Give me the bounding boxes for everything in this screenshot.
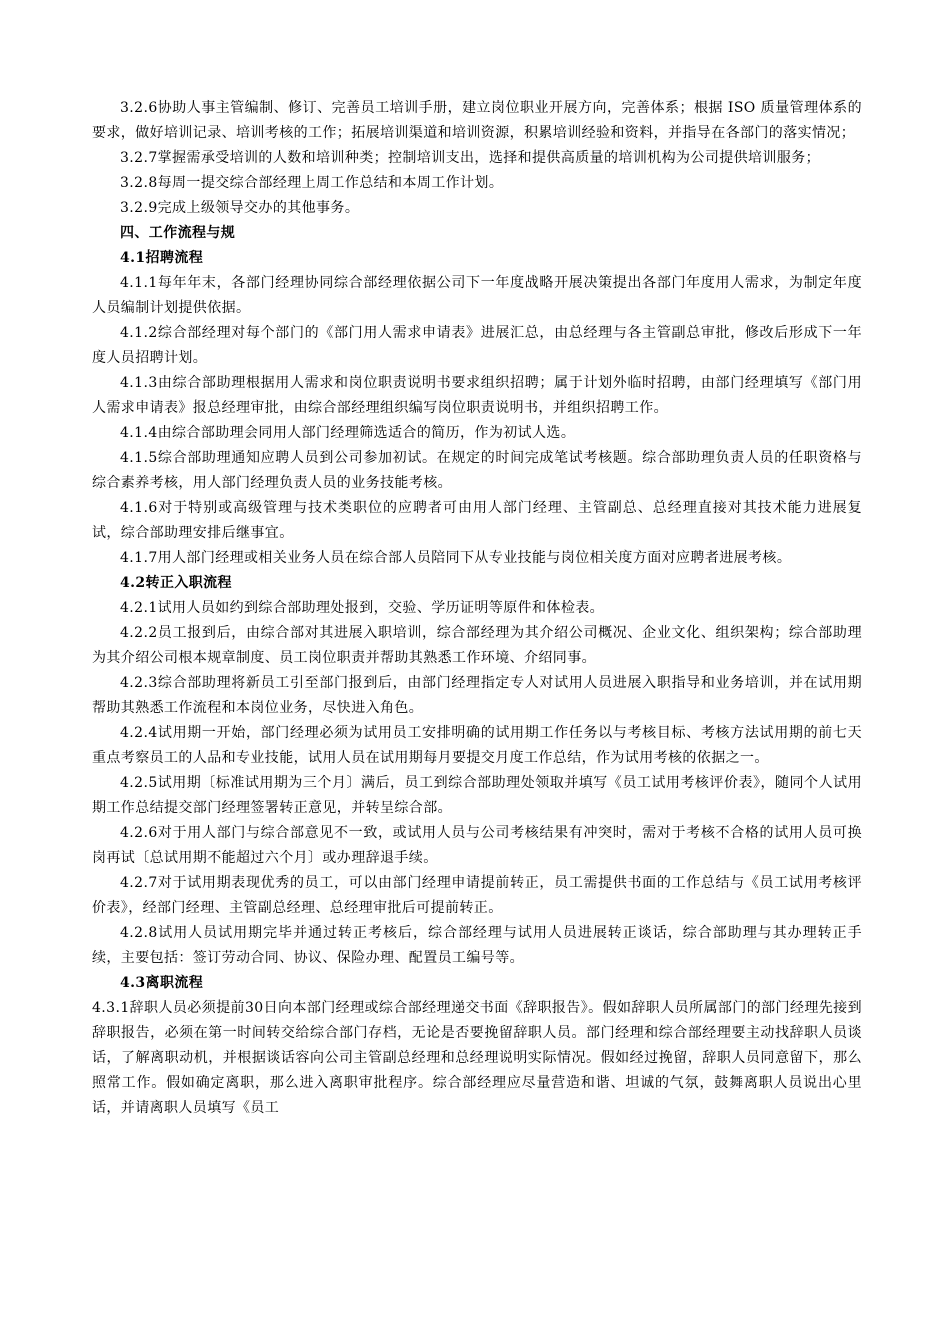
paragraph-4-1-6: 4.1.6对于特别或高级管理与技术类职位的应聘者可由用人部门经理、主管副总、总经理直接对其技术能力进展复试，综合部助理安排后继事宜。 xyxy=(92,500,862,541)
paragraph-4-1-5: 4.1.5综合部助理通知应聘人员到公司参加初试。在规定的时间完成笔试考核题。综合部助理负责人员的任职资格与综合素养考核，用人部门经理负责人员的业务技能考核。 xyxy=(92,450,862,491)
paragraph-3-2-7: 3.2.7掌握需承受培训的人数和培训种类；控制培训支出，选择和提供高质量的培训机构为公司提供培训服务； xyxy=(120,150,821,166)
paragraph-4-1-3: 4.1.3由综合部助理根据用人需求和岗位职责说明书要求组织招聘；属于计划外临时招聘，由部门经理填写《部门用人需求申请表》报总经理审批，由综合部经理组织编写岗位职责说明书，并组织招聘工作。 xyxy=(92,375,862,416)
paragraph-4-2-8: 4.2.8试用人员试用期完毕并通过转正考核后，综合部经理与试用人员进展转正谈话，综合部助理与其办理转正手续，主要包括：签订劳动合同、协议、保险办理、配置员工编号等。 xyxy=(92,925,862,966)
paragraph-4-2-3: 4.2.3综合部助理将新员工引至部门报到后，由部门经理指定专人对试用人员进展入职指导和业务培训，并在试用期帮助其熟悉工作流程和本岗位业务，尽快进入角色。 xyxy=(92,675,862,716)
paragraph-4-1-7: 4.1.7用人部门经理或相关业务人员在综合部人员陪同下从专业技能与岗位相关度方面对应聘者进展考核。 xyxy=(120,550,792,566)
paragraph-3-2-8: 3.2.8每周一提交综合部经理上周工作总结和本周工作计划。 xyxy=(120,175,504,191)
paragraph-4-2-5: 4.2.5试用期〔标准试用期为三个月〕满后，员工到综合部助理处领取并填写《员工试用考核评价表》，随同个人试用期工作总结提交部门经理签署转正意见，并转呈综合部。 xyxy=(92,775,862,816)
subsection-heading-4-3: 4.3离职流程 xyxy=(120,975,204,991)
paragraph-4-2-7: 4.2.7对于试用期表现优秀的员工，可以由部门经理申请提前转正，员工需提供书面的工作总结与《员工试用考核评价表》，经部门经理、主管副总经理、总经理审批后可提前转正。 xyxy=(92,875,862,916)
paragraph-4-2-4: 4.2.4试用期一开始，部门经理必须为试用员工安排明确的试用期工作任务以与考核目标、考核方法试用期的前七天重点考察员工的人品和专业技能，试用人员在试用期每月要提交月度工作总结，作为试用考核的依据之一。 xyxy=(92,725,862,766)
paragraph-4-2-2: 4.2.2员工报到后，由综合部对其进展入职培训，综合部经理为其介绍公司概况、企业文化、组织架构；综合部助理为其介绍公司根本规章制度、员工岗位职责并帮助其熟悉工作环境、介绍同事。 xyxy=(92,625,862,666)
document-body xyxy=(92,96,862,1121)
paragraph-4-1-1: 4.1.1每年年末，各部门经理协同综合部经理依据公司下一年度战略开展决策提出各部门年度用人需求，为制定年度人员编制计划提供依据。 xyxy=(92,275,862,316)
paragraph-3-2-6: 3.2.6协助人事主管编制、修订、完善员工培训手册，建立岗位职业开展方向，完善体系；根据 ISO 质量管理体系的要求，做好培训记录、培训考核的工作；拓展培训渠道和培训资源，积累培训经验和资料，并指导在各部门的落实情况； xyxy=(92,100,862,141)
paragraph-4-1-4: 4.1.4由综合部助理会同用人部门经理筛选适合的简历，作为初试人选。 xyxy=(120,425,576,441)
paragraph-4-1-2: 4.1.2综合部经理对每个部门的《部门用人需求申请表》进展汇总，由总经理与各主管副总审批，修改后形成下一年度人员招聘计划。 xyxy=(92,325,862,366)
subsection-heading-4-1: 4.1招聘流程 xyxy=(120,250,204,266)
subsection-heading-4-2: 4.2转正入职流程 xyxy=(120,575,232,591)
section-heading-4: 四、工作流程与规 xyxy=(120,225,236,241)
paragraph-4-2-1: 4.2.1试用人员如约到综合部助理处报到，交验、学历证明等原件和体检表。 xyxy=(120,600,605,616)
paragraph-3-2-9: 3.2.9完成上级领导交办的其他事务。 xyxy=(120,200,360,216)
paragraph-4-2-6: 4.2.6对于用人部门与综合部意见不一致，或试用人员与公司考核结果有冲突时，需对于考核不合格的试用人员可换岗再试〔总试用期不能超过六个月〕或办理辞退手续。 xyxy=(92,825,862,866)
paragraph-4-3-1: 4.3.1辞职人员必须提前30日向本部门经理或综合部经理递交书面《辞职报告》。假如辞职人员所属部门的部门经理先接到辞职报告，必须在第一时间转交给综合部门存档，无论是否要挽留辞职人员。部门经理和综合部经理要主动找辞职人员谈话，了解离职动机，并根据谈话容向公司主管副总经理和总经理说明实际情况。假如经过挽留，辞职人员同意留下，那么照常工作。假如确定离职，那么进入离职审批程序。综合部经理应尽量营造和谐、坦诚的气氛，鼓舞离职人员说出心里话，并请离职人员填写《员工 xyxy=(92,1000,862,1116)
